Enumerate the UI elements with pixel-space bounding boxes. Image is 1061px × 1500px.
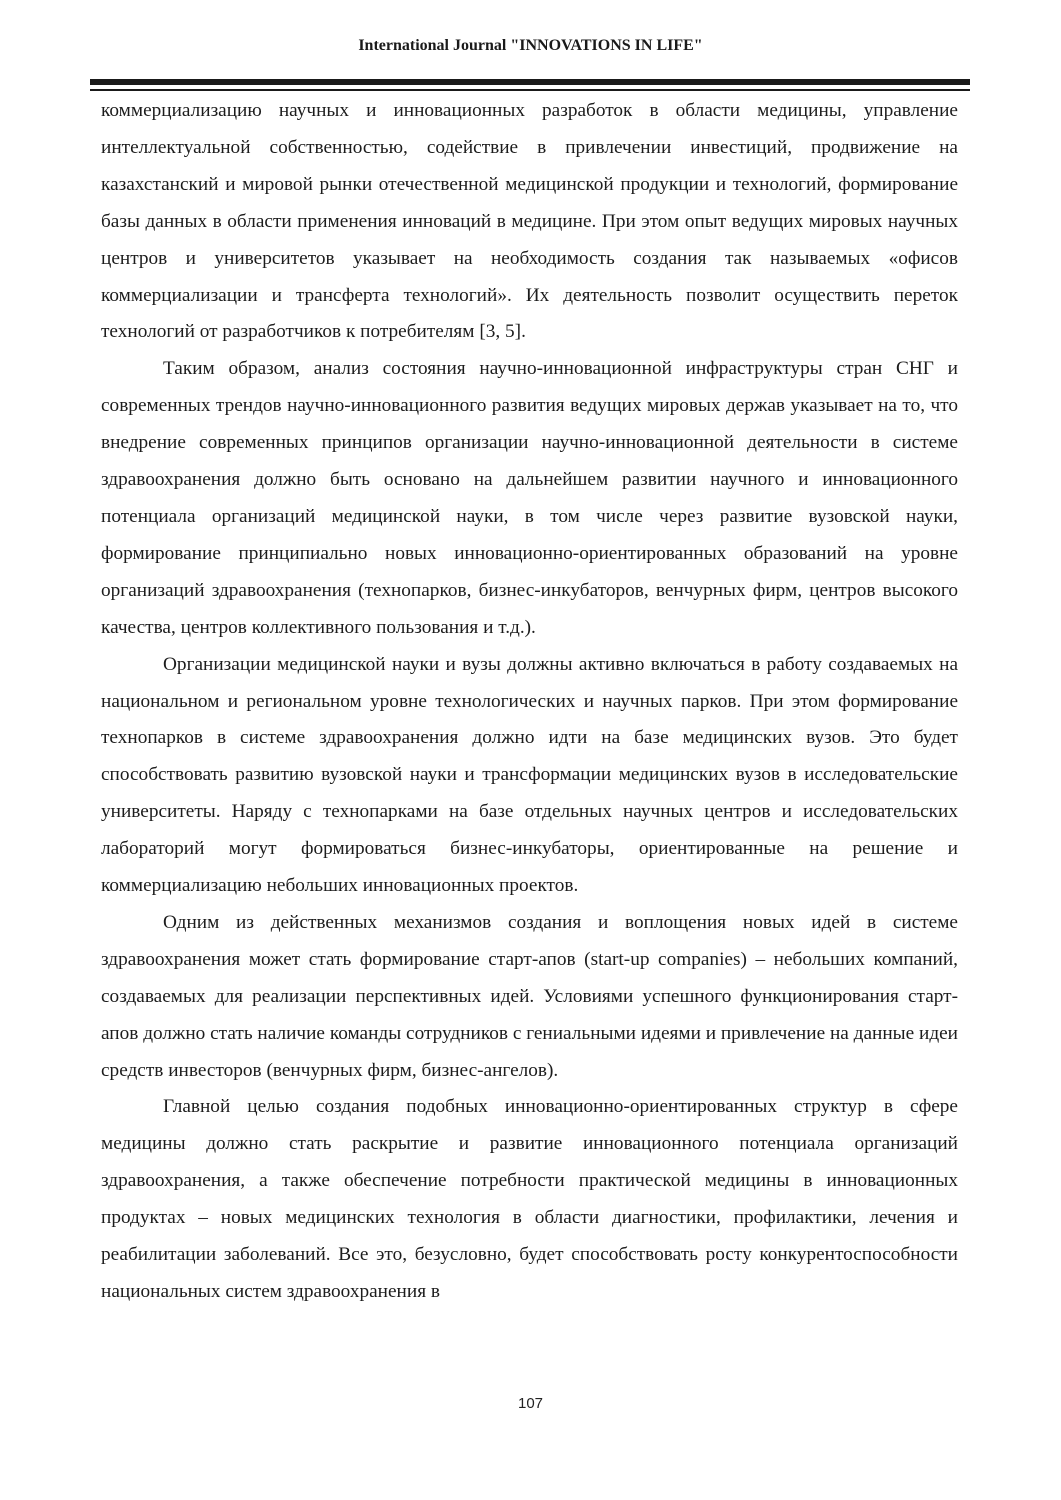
paragraph: Одним из действенных механизмов создания и воплощения новых идей в системе здравоохранения может стать формирование старт-апов (start-up companies) – небольших компаний, создаваемых для реализации перспективных идей. Условиями успешного функционирования старт-апов должно стать наличие команды сотрудников с гениальными идеями и привлечение на данные идеи средств инвесторов (венчурных фирм, бизнес-ангелов). bbox=[101, 911, 958, 1081]
header-rule-thick bbox=[90, 79, 970, 85]
paragraph: Главной целью создания подобных инновационно-ориентированных структур в сфере медицины должно стать раскрытие и развитие инновационного потенциала организаций здравоохранения, а также обеспечение потребности практической медицины в инновационных продуктах – новых медицинских технология в области диагностики, профилактики, лечения и реабилитации заболеваний. Все это, безусловно, будет способствовать росту конкурентоспособности национальных систем здравоохранения в bbox=[101, 1096, 958, 1302]
paragraph: Организации медицинской науки и вузы должны активно включаться в работу создаваемых на национальном и региональном уровне технологических и научных парков. При этом формирование технопарков в системе здравоохранения должно идти на базе медицинских вузов. Это будет способствовать развитию вузовской науки и трансформации медицинских вузов в исследовательские университеты. Наряду с технопарками на базе отдельных научных центров и исследовательских лабораторий могут формироваться бизнес-инкубаторы, ориентированные на решение и коммерциализацию небольших инновационных проектов. bbox=[101, 653, 958, 897]
paragraph-continuation: коммерциализацию научных и инновационных разработок в области медицины, управление интеллектуальной собственностью, содействие в привлечении инвестиций, продвижение на казахстанский и мировой рынки отечественной медицинской продукции и технологий, формирование базы данных в области применения инноваций в медицине. При этом опыт ведущих мировых научных центров и университетов указывает на необходимость создания так называемых «офисов коммерциализации и трансферта технологий». Их деятельность позволит осуществить переток технологий от разработчиков к потребителям [3, 5]. bbox=[101, 100, 958, 343]
article-body bbox=[101, 93, 958, 1311]
header-rule-thin bbox=[90, 89, 970, 91]
paragraph: Таким образом, анализ состояния научно-инновационной инфраструктуры стран СНГ и современных трендов научно-инновационного развития ведущих мировых держав указывает на то, что внедрение современных принципов организации научно-инновационной деятельности в системе здравоохранения должно быть основано на дальнейшем развитии научного и инновационного потенциала организаций медицинской науки, в том числе через развитие вузовской науки, формирование принципиально новых инновационно-ориентированных образований на уровне организаций здравоохранения (технопарков, бизнес-инкубаторов, венчурных фирм, центров высокого качества, центров коллективного пользования и т.д.). bbox=[101, 358, 958, 638]
journal-header-title: International Journal "INNOVATIONS IN LIFE" bbox=[358, 37, 703, 54]
page-number: 107 bbox=[517, 1395, 544, 1412]
